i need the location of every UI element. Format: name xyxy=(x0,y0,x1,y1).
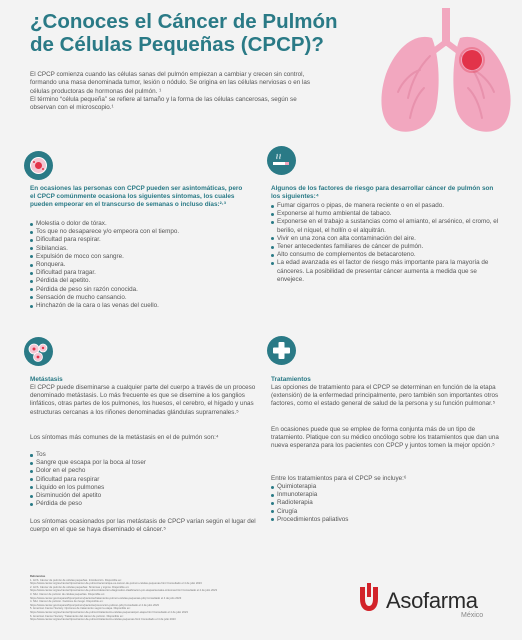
symptoms-title: En ocasiones las personas con CPCP pueden ser asintomáticas, pero el CPCP comúnmente ocasiona los siguientes síntomas, los cuales pueden empeorar en el transcurso de semanas o incluso días:²·³ xyxy=(30,185,243,208)
reference-line: 4. NIH. Cáncer de pulmón. Factores de riesgo. Disponible en: xyxy=(30,600,104,604)
list-item: Expulsión de moco con sangre. xyxy=(30,253,245,261)
references xyxy=(30,575,330,622)
lungs-illustration xyxy=(372,8,522,136)
treatments-title: Tratamientos xyxy=(271,376,311,383)
list-item: Dificultad para respirar xyxy=(30,476,262,484)
reference-line: https://www.cancer.org/es/cancer/tipos/cancer-de-pulmon/tratamiento-celulas-pequenas.html Consultado el 4 de julio 2023 xyxy=(30,618,176,622)
list-item: Pérdida del apetito. xyxy=(30,277,245,285)
list-item: Inmunoterapia xyxy=(271,491,503,499)
metastasis-paragraph-2: Los síntomas más comunes de la metástasis en el de pulmón son:⁴ xyxy=(30,434,219,441)
list-item: Tener antecedentes familiares de cáncer de pulmón. xyxy=(271,243,501,251)
reference-line: 1. ACS. Cáncer de pulmón de células pequeñas. Introducción. Disponible en: xyxy=(30,578,122,582)
list-item: Fumar cigarros o pipas, de manera reciente o en el pasado. xyxy=(271,202,501,210)
reference-line: https://www.cancer.gov/espanol/tipos/pulmon/paciente/tratamiento-pulmon-celulas-pequenas-pdq Consultado el 4 de julio 2023 xyxy=(30,596,182,600)
risk-title: Algunos de los factores de riesgo para desarrollar cáncer de pulmón son los siguientes:⁴ xyxy=(271,185,494,200)
list-item: Dificultad para respirar. xyxy=(30,236,245,244)
reference-line: https://www.cancer.gov/espanol/tipos/pulmon/paciente/prevencion-pulmon-pdq Consultado el 4 de julio 2023 xyxy=(30,603,159,607)
metastasis-paragraph-3: Los síntomas ocasionados por las metástasis de CPCP varían según el lugar del cuerpo en el que se haya diseminado el cáncer.⁵ xyxy=(30,518,256,534)
list-item: Pérdida de peso sin razón conocida. xyxy=(30,286,245,294)
list-item: Pérdida de peso xyxy=(30,500,262,508)
intro-paragraph-2: El término “célula pequeña” se refiere al tamaño y la forma de las células cancerosas, según se observan con el microscopio.¹ xyxy=(30,95,297,112)
cancer-cell-icon xyxy=(24,151,53,180)
list-item: Dificultad para tragar. xyxy=(30,269,245,277)
asofarma-logo-icon xyxy=(358,583,380,613)
intro-text xyxy=(30,71,320,112)
reference-line: 5. American Cancer Society. Opciones de tratamiento según la etapa. Disponible en: xyxy=(30,607,131,611)
metastasis-list xyxy=(30,451,262,508)
metastasis-title: Metástasis xyxy=(30,376,63,383)
logo-country: México xyxy=(461,612,484,619)
treatments-paragraph-1: Las opciones de tratamiento para el CPCP se determinan en función de la etapa (extensión) de la enfermedad principalmente, pero también son importantes otros factores, como el estado general de salud de la persona y su función pulmonar.⁵ xyxy=(271,384,499,408)
cigarette-icon xyxy=(267,146,296,175)
reference-line: https://www.cancer.org/es/cancer/tipos/cancer-de-pulmon/acerca/que-es-cancer-de-pulmon-celulas-pequenas.html Consultado el 4 de julio 2023 xyxy=(30,582,202,586)
symptoms-list xyxy=(30,220,245,310)
list-item: Cirugía xyxy=(271,508,503,516)
intro-paragraph-1: El CPCP comienza cuando las células sanas del pulmón empiezan a cambiar y crecen sin control, formando una masa denominada tumor, lesión o nódulo. Se origina en las células nerviosas o en las células productoras de hormonas del pulmón. ¹ xyxy=(30,71,311,95)
list-item: Procedimientos paliativos xyxy=(271,516,503,524)
treatments-list xyxy=(271,483,503,524)
list-item: Sibilancias. xyxy=(30,245,245,253)
list-item: Radioterapia xyxy=(271,499,503,507)
list-item: Exponerse en el trabajo a sustancias como el amianto, el arsénico, el cromo, el berilio, el níquel, el hollín o el alquitrán. xyxy=(271,218,501,234)
list-item: Vivir en una zona con alta contaminación del aire. xyxy=(271,235,501,243)
reference-line: https://www.cancer.org/es/cancer/tipos/cancer-de-pulmon/deteccion-diagnostico-clasificacion-por-etapas/senales-sintomas.html Consultado el 4 de julio 2023 xyxy=(30,589,218,593)
list-item: Sangre que escapa por la boca al toser xyxy=(30,459,262,467)
logo-name: Asofarma xyxy=(386,588,478,613)
reference-line: https://www.cancer.org/es/cancer/tipos/cancer-de-pulmon/tratamiento-celulas-pequenas/por-etapa.html Consultado el 4 de julio 2023 xyxy=(30,610,188,614)
list-item: Líquido en los pulmones xyxy=(30,484,262,492)
list-item: Alto consumo de complementos de betacaroteno. xyxy=(271,251,501,259)
metastasis-paragraph-1: El CPCP puede diseminarse a cualquier parte del cuerpo a través de un proceso denominado metástasis. Lo más frecuente es que se disemine a los ganglios linfáticos, otras partes de los pulmones, los huesos, el cerebro, el hígado y unas estructuras cercanas a los riñones denominadas glándulas suprarrenales.⁵ xyxy=(30,384,256,416)
references-title: Referencias xyxy=(30,575,46,578)
list-item: Quimioterapia xyxy=(271,483,503,491)
treatments-paragraph-3: Entre los tratamientos para el CPCP se incluye:⁶ xyxy=(271,475,407,482)
list-item: Molestia o dolor de tórax. xyxy=(30,220,245,228)
risk-list xyxy=(271,202,501,284)
list-item: Disminución del apetito xyxy=(30,492,262,500)
list-item: Tos que no desaparece y/o empeora con el tiempo. xyxy=(30,228,245,236)
reference-line: 3. NIH. Cáncer de pulmón de células pequeñas. Disponible en: xyxy=(30,592,105,596)
list-item: Sensación de mucho cansancio. xyxy=(30,294,245,302)
reference-line: 6. American Cancer Society. Tratamiento del cáncer de pulmón. Disponible en: xyxy=(30,614,124,618)
list-item: Hinchazón de la cara o las venas del cuello. xyxy=(30,302,245,310)
list-item: Tos xyxy=(30,451,262,459)
medical-cross-icon xyxy=(267,336,296,365)
metastasis-cells-icon xyxy=(24,337,53,366)
list-item: La edad avanzada es el factor de riesgo más importante para la mayoría de cánceres. La posibilidad de presentar cáncer aumenta a medida que se envejece. xyxy=(271,259,501,284)
reference-line: 2. ACS. Cáncer de pulmón de células pequeñas: Síntomas y signos. Disponible en: xyxy=(30,585,130,589)
treatments-paragraph-2: En ocasiones puede que se emplee de forma conjunta más de un tipo de tratamiento. Platique con su médico oncólogo sobre los tratamientos que dan una nueva esperanza para los pacientes con CPCP y juntos tomen la mejor opción.⁵ xyxy=(271,426,499,450)
page-title: ¿Conoces el Cáncer de Pulmón de Células Pequeñas (CPCP)? xyxy=(30,10,338,56)
list-item: Exponerse al humo ambiental de tabaco. xyxy=(271,210,501,218)
list-item: Ronquera. xyxy=(30,261,245,269)
list-item: Dolor en el pecho xyxy=(30,467,262,475)
